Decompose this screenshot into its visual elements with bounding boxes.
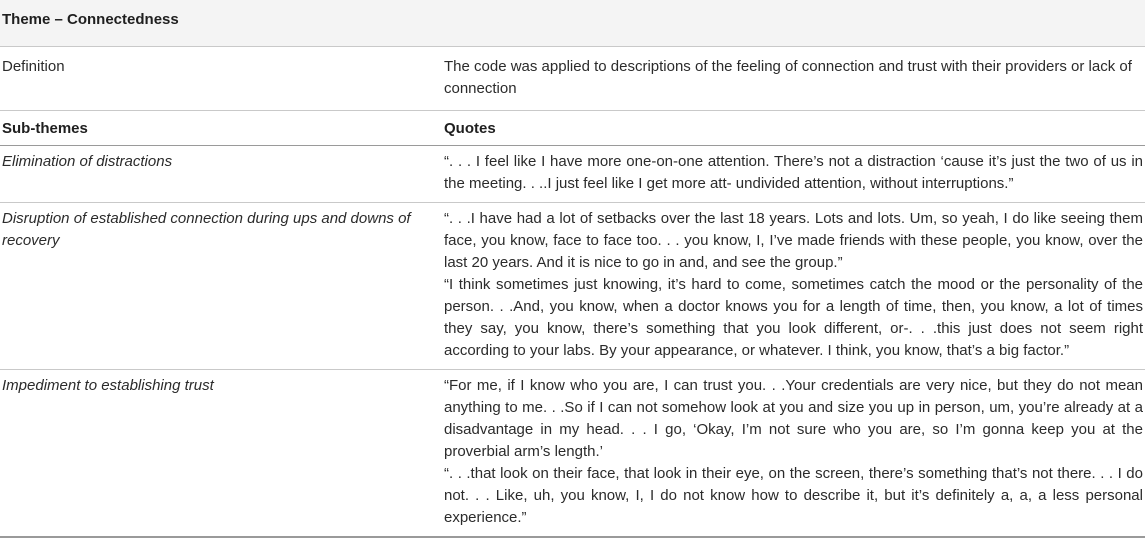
definition-text: The code was applied to descriptions of the feeling of connection and trust with their providers or lack of connection <box>443 47 1145 111</box>
quote-text: “I think sometimes just knowing, it’s hard to come, sometimes catch the mood or the personality of the person. . .And, you know, when a doctor knows you for a length of time, then, you know, a lot of times they say, you know, there’s something that you look different, or-. . .this just does not seem right according to your labs. By your appearance, or whatever. I think, you know, that’s a big factor.” <box>444 276 1143 359</box>
quote-text: “For me, if I know who you are, I can trust you. . .Your credentials are very nice, but they do not mean anything to me. . .So if I can not somehow look at you and size you up in person, um, you’re already at a disadvantage in my head. . . I go, ‘Okay, I’m not sure who you are, so I’m gonna keep you at the proverbial arm’s length.’ <box>444 377 1143 460</box>
header-quotes: Quotes <box>443 111 1145 146</box>
table-title-row <box>0 0 1145 47</box>
definition-row <box>0 47 1145 111</box>
quote-text: “. . . I feel like I have more one-on-one attention. There’s not a distraction ‘cause it’s just the two of us in the meeting. . ..I just feel like I get more att- undivided attention, without interruptions.” <box>444 153 1143 192</box>
table-row <box>0 370 1145 538</box>
quotes-cell <box>443 146 1145 203</box>
quotes-cell <box>443 203 1145 370</box>
quote-text: “. . .I have had a lot of setbacks over the last 18 years. Lots and lots. Um, so yeah, I do like seeing them face, you know, face to face too. . . you know, I, I’ve made friends with these people, you know, over the last 20 years. And it is nice to go in and, and see the group.” <box>444 210 1143 271</box>
column-header-row <box>0 111 1145 146</box>
subtheme-cell: Impediment to establishing trust <box>0 370 443 538</box>
header-subthemes: Sub-themes <box>0 111 443 146</box>
table-title: Theme – Connectedness <box>0 0 1145 47</box>
table-row <box>0 203 1145 370</box>
subtheme-cell: Elimination of distractions <box>0 146 443 203</box>
table-row <box>0 146 1145 203</box>
subtheme-cell: Disruption of established connection during ups and downs of recovery <box>0 203 443 370</box>
quotes-cell <box>443 370 1145 538</box>
quote-text: “. . .that look on their face, that look in their eye, on the screen, there’s something that’s not there. . . I do not. . . Like, uh, you know, I, I do not know how to describe it, but it’s definitely a, a, a less personal experience.” <box>444 465 1143 526</box>
definition-label: Definition <box>0 47 443 111</box>
